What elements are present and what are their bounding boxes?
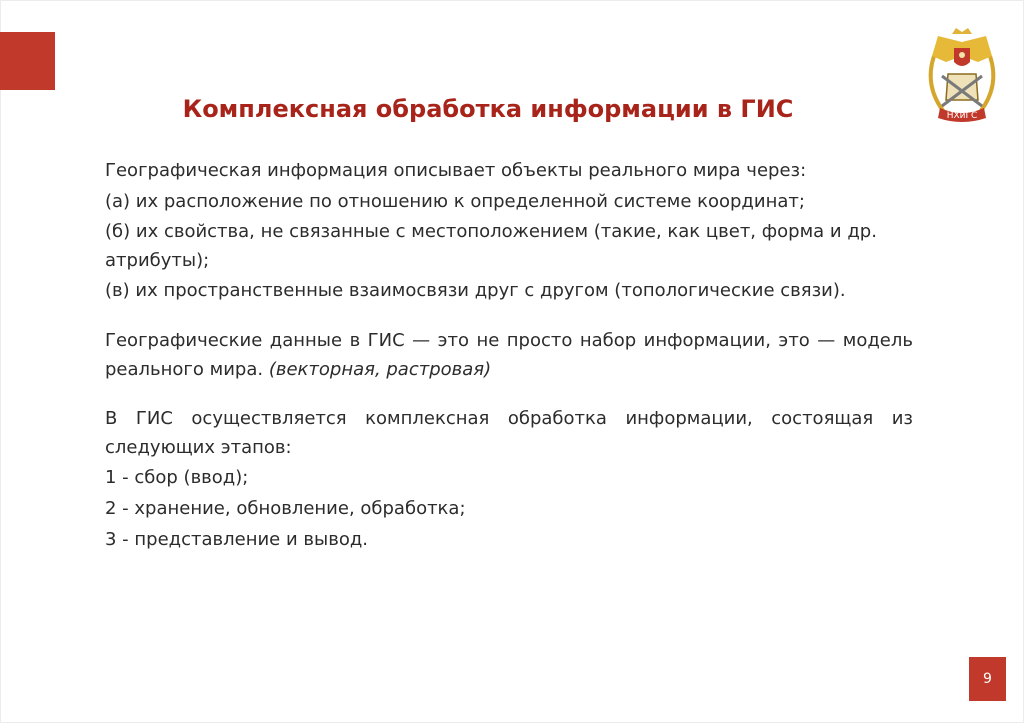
accent-square [0,32,55,90]
intro-text: Географическая информация описывает объекты реального мира через: [105,160,807,181]
data-paragraph-text: Географические данные в ГИС — это не просто набор информации, это — модель реального мира. [105,330,913,380]
data-types: (векторная, растровая) [268,359,492,380]
stage-3: 3 - представление и вывод. [105,529,368,550]
point-b: (б) их свойства, не связанные с местоположением (такие, как цвет, форма и др. атрибуты); [105,221,877,271]
processing-intro: В ГИС осуществляется комплексная обработка информации, состоящая из следующих этапов: [105,408,913,458]
point-c: (в) их пространственные взаимосвязи друг с другом (топологические связи). [105,280,846,301]
point-a: (а) их расположение по отношению к определенной системе координат; [105,191,805,212]
page-number: 9 [969,657,1006,701]
stage-1: 1 - сбор (ввод); [105,467,249,488]
stage-2: 2 - хранение, обновление, обработка; [105,498,466,519]
data-paragraph [105,326,913,384]
slide-title: Комплексная обработка информации в ГИС [182,95,794,123]
slide-body [105,155,913,555]
svg-text:НХиГС: НХиГС [946,111,978,121]
